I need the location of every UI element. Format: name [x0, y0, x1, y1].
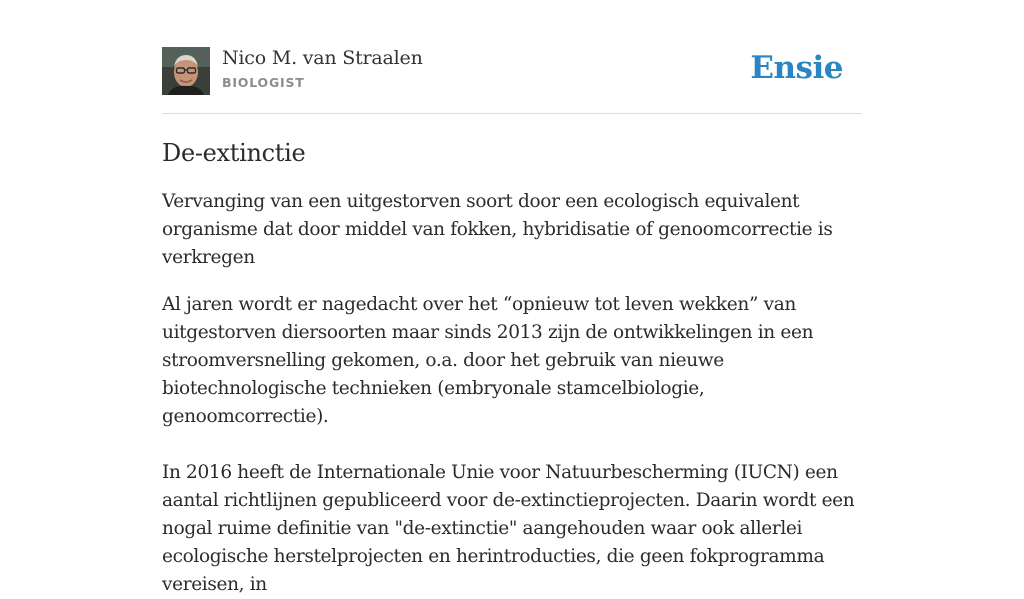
- author-role: BIOLOGIST: [222, 75, 305, 90]
- article-paragraph: Al jaren wordt er nagedacht over het “opnieuw tot leven wekken” van uitgestorven diersoorten maar sinds 2013 zijn de ontwikkelingen in een stroomversnelling gekomen, o.a. door het gebruik van nieuwe biotechnologische technieken (embryonale stamcelbiologie, genoomcorrectie).: [162, 294, 814, 427]
- article-paragraph: In 2016 heeft de Internationale Unie voor Natuurbescherming (IUCN) een aantal richtlijnen gepubliceerd voor de-extinctieprojecten. Daarin wordt een nogal ruime definitie van "de-extinctie" aangehouden waar ook allerlei ecologische herstelprojecten en herintroducties, die geen fokprogramma vereisen, in: [162, 462, 855, 595]
- article: [162, 136, 862, 599]
- author-portrait-icon: [162, 47, 210, 95]
- article-title: De-extinctie: [162, 139, 306, 167]
- author-name[interactable]: Nico M. van Straalen: [222, 47, 423, 69]
- article-definition: Vervanging van een uitgestorven soort door een ecologisch equivalent organisme dat door middel van fokken, hybridisatie of genoomcorrectie is verkregen: [162, 191, 833, 268]
- brand-logo[interactable]: Ensie: [750, 50, 843, 86]
- header-divider: [162, 113, 862, 114]
- author-avatar[interactable]: [162, 47, 210, 95]
- header: [162, 46, 862, 96]
